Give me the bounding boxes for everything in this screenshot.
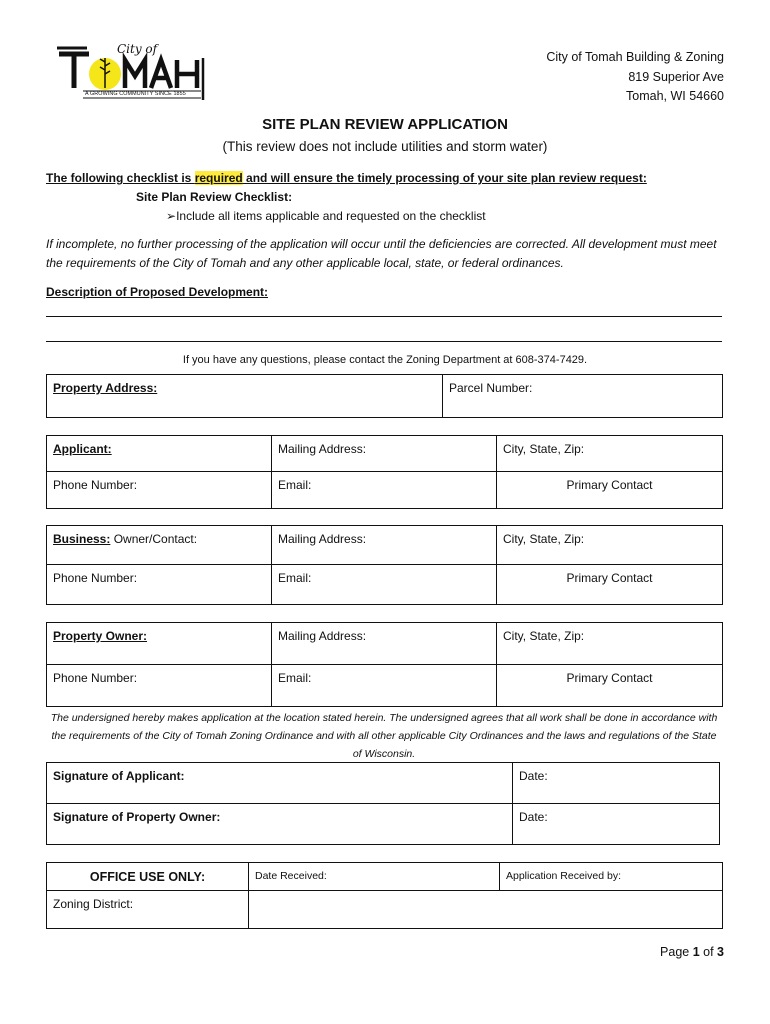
applicant-phone-label: Phone Number:	[53, 478, 138, 492]
applicant-phone-cell[interactable]	[47, 472, 272, 509]
arrow-bullet-icon: ➢	[166, 209, 177, 223]
logo-city-of: City of	[117, 42, 158, 56]
owner-phone-cell[interactable]	[47, 665, 272, 707]
applicant-primary-contact: Primary Contact	[566, 478, 653, 492]
business-primary-contact-cell[interactable]	[497, 565, 723, 605]
date-received-label: Date Received:	[255, 870, 327, 882]
owner-date-cell[interactable]	[513, 804, 720, 845]
parcel-number-label: Parcel Number:	[449, 381, 533, 395]
city-logo	[55, 44, 210, 102]
office-notes-cell[interactable]	[249, 891, 723, 929]
page-current: 1	[692, 945, 700, 959]
page-word: Page	[660, 945, 693, 959]
legal-statement: The undersigned hereby makes application at the location stated herein. The undersigned agrees that all work shall be done in accordance with the requirements of the City of Tomah Zoning Ordinance and with all other applicable City Ordinances and the laws and regulations of the State of Wisconsin.	[50, 712, 718, 760]
office-use-table	[46, 862, 723, 929]
page-title: SITE PLAN REVIEW APPLICATION	[262, 116, 508, 133]
office-use-heading: OFFICE USE ONLY:	[89, 870, 206, 884]
business-city-cell[interactable]	[497, 526, 723, 565]
applicant-primary-contact-cell[interactable]	[497, 472, 723, 509]
business-primary-contact: Primary Contact	[566, 571, 653, 585]
description-line-2[interactable]	[46, 341, 722, 342]
checklist-item-text: Include all items applicable and requested on the checklist	[176, 209, 486, 223]
owner-table	[46, 622, 723, 707]
logo-tagline: A GROWING COMMUNITY SINCE 1855	[85, 91, 186, 97]
checklist-item	[166, 209, 486, 224]
owner-mailing-cell[interactable]	[272, 623, 497, 665]
owner-email-label: Email:	[278, 671, 312, 685]
applicant-signature-cell[interactable]	[47, 763, 513, 804]
applicant-date-cell[interactable]	[513, 763, 720, 804]
page-number	[660, 945, 724, 960]
applicant-email-label: Email:	[278, 478, 312, 492]
address-line-1: City of Tomah Building & Zoning	[546, 50, 724, 64]
property-address-cell[interactable]	[47, 375, 443, 418]
owner-mailing-label: Mailing Address:	[278, 629, 367, 643]
address-line-3: Tomah, WI 54660	[626, 89, 724, 103]
business-label: Business:	[53, 532, 111, 546]
office-use-heading-cell	[47, 863, 249, 891]
questions-note: If you have any questions, please contact the Zoning Department at 608-374-7429.	[182, 354, 588, 366]
owner-signature-cell[interactable]	[47, 804, 513, 845]
business-phone-cell[interactable]	[47, 565, 272, 605]
applicant-label: Applicant:	[53, 442, 112, 456]
business-phone-label: Phone Number:	[53, 571, 138, 585]
owner-name-cell[interactable]	[47, 623, 272, 665]
checklist-intro-after: and will ensure the timely processing of your site plan review request:	[242, 171, 647, 185]
owner-city-label: City, State, Zip:	[503, 629, 585, 643]
checklist-heading: Site Plan Review Checklist:	[136, 190, 293, 204]
received-by-cell[interactable]	[500, 863, 723, 891]
owner-date-label: Date:	[519, 810, 548, 824]
property-table	[46, 374, 723, 418]
incomplete-note: If incomplete, no further processing of the application will occur until the deficiencies are corrected. All development must meet the requirements of the City of Tomah and any other applicable local, state, or federal ordinances.	[46, 237, 717, 270]
business-table	[46, 525, 723, 605]
applicant-table	[46, 435, 723, 509]
page-total: 3	[717, 945, 724, 959]
applicant-mailing-label: Mailing Address:	[278, 442, 367, 456]
applicant-city-label: City, State, Zip:	[503, 442, 585, 456]
received-by-label: Application Received by:	[506, 870, 621, 882]
owner-label: Property Owner:	[53, 629, 148, 643]
business-name-cell[interactable]	[47, 526, 272, 565]
description-line-1[interactable]	[46, 316, 722, 317]
business-email-cell[interactable]	[272, 565, 497, 605]
property-address-label: Property Address:	[53, 381, 158, 395]
applicant-mailing-cell[interactable]	[272, 436, 497, 472]
applicant-city-cell[interactable]	[497, 436, 723, 472]
business-email-label: Email:	[278, 571, 312, 585]
applicant-date-label: Date:	[519, 769, 548, 783]
owner-phone-label: Phone Number:	[53, 671, 138, 685]
checklist-intro-before: The following checklist is	[46, 171, 195, 185]
zoning-district-cell[interactable]	[47, 891, 249, 929]
date-received-cell[interactable]	[249, 863, 500, 891]
office-address	[546, 48, 724, 107]
signature-table	[46, 762, 720, 845]
required-highlight: required	[194, 171, 243, 185]
description-label: Description of Proposed Development:	[46, 285, 269, 299]
page-of-word: of	[699, 945, 718, 959]
address-line-2: 819 Superior Ave	[628, 69, 724, 84]
owner-primary-contact: Primary Contact	[566, 671, 653, 685]
checklist-intro	[46, 171, 647, 186]
owner-signature-label: Signature of Property Owner:	[53, 810, 221, 824]
applicant-name-cell[interactable]	[47, 436, 272, 472]
applicant-signature-label: Signature of Applicant:	[53, 769, 185, 783]
page-subtitle: (This review does not include utilities and storm water)	[222, 139, 548, 154]
zoning-district-label: Zoning District:	[53, 897, 134, 911]
parcel-number-cell[interactable]	[443, 375, 723, 418]
business-mailing-cell[interactable]	[272, 526, 497, 565]
business-owner-contact-label: Owner/Contact:	[110, 532, 198, 546]
applicant-email-cell[interactable]	[272, 472, 497, 509]
business-mailing-label: Mailing Address:	[278, 532, 367, 546]
owner-city-cell[interactable]	[497, 623, 723, 665]
business-city-label: City, State, Zip:	[503, 532, 585, 546]
owner-primary-contact-cell[interactable]	[497, 665, 723, 707]
owner-email-cell[interactable]	[272, 665, 497, 707]
